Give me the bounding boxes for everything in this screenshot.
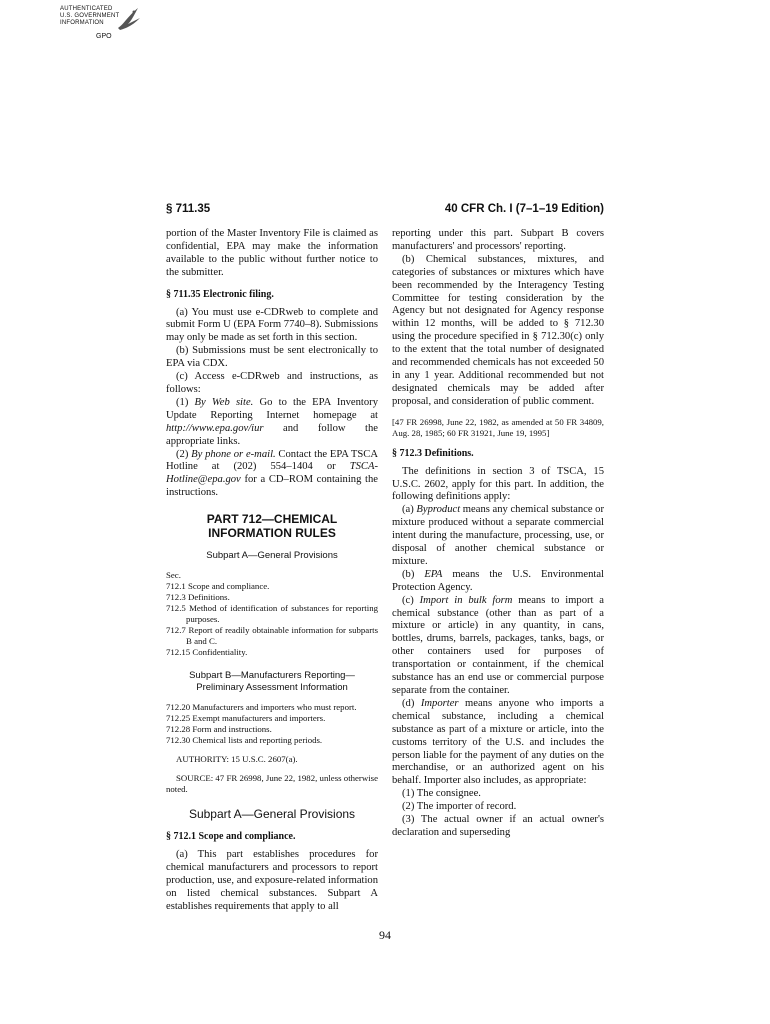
paragraph: (a) You must use e-CDRweb to complete and submit Form U (EPA Form 7740–8). Submissions may only be made as set forth in this section. bbox=[166, 306, 378, 344]
paragraph: (b) Submissions must be sent electronically to EPA via CDX. bbox=[166, 345, 378, 370]
section-heading: § 712.1 Scope and compliance. bbox=[166, 831, 296, 843]
logo-line: INFORMATION bbox=[60, 20, 104, 26]
email-link[interactable]: TSCA-Hotline@epa.gov bbox=[166, 461, 378, 486]
logo-line: AUTHENTICATED bbox=[60, 6, 113, 12]
paragraph: reporting under this part. Subpart B covers manufacturers' and processors' reporting. bbox=[392, 228, 604, 252]
definition-item: (1) The consignee. bbox=[402, 788, 481, 800]
toc-item: 712.1 Scope and compliance. bbox=[166, 581, 270, 592]
subpart-heading bbox=[166, 670, 378, 694]
toc-item: 712.5 Method of identification of substances for reporting purposes. bbox=[166, 603, 378, 625]
text-run: Go to the EPA Inventory Update Reporting Internet homepage at bbox=[166, 396, 379, 421]
eagle-icon bbox=[114, 6, 142, 36]
text-run: (d) bbox=[402, 697, 421, 709]
text-run: Contact the EPA TSCA Hotline at (202) 554–1404 or bbox=[166, 448, 378, 473]
paragraph: portion of the Master Inventory File is claimed as confidential, EPA may make the information available to the public without further notice to the submitter. bbox=[166, 228, 378, 278]
paragraph: (c) Access e-CDRweb and instructions, as follows: bbox=[166, 371, 378, 395]
paragraph bbox=[166, 449, 378, 501]
definition bbox=[392, 595, 604, 698]
text-run: (c) bbox=[402, 594, 420, 606]
defined-term: Byproduct bbox=[416, 504, 461, 516]
toc-item: 712.25 Exempt manufacturers and importers. bbox=[166, 713, 326, 724]
citation-note: [47 FR 26998, June 22, 1982, as amended at 50 FR 34809, Aug. 28, 1985; 60 FR 31921, June 19, 1995] bbox=[392, 416, 604, 438]
definition-item: (3) The actual owner if an actual owner's declaration and superseding bbox=[392, 814, 604, 838]
paragraph: The definitions in section 3 of TSCA, 15 U.S.C. 2602, apply for this part. In addition, the following definitions apply: bbox=[392, 465, 604, 503]
defined-term: EPA bbox=[424, 568, 443, 580]
toc-item: 712.15 Confidentiality. bbox=[166, 647, 248, 658]
text-run: for a CD–ROM containing the instructions. bbox=[166, 474, 378, 499]
toc-item: 712.7 Report of readily obtainable information for subparts B and C. bbox=[166, 625, 378, 647]
paragraph bbox=[166, 397, 378, 449]
url-link[interactable]: http://www.epa.gov/iur bbox=[166, 422, 264, 434]
toc-label: Sec. bbox=[166, 570, 181, 581]
left-column bbox=[166, 228, 378, 914]
paragraph: (b) Chemical substances, mixtures, and categories of substances or mixtures which have been recommended by the Interagency Testing Committee for testing consideration by the Agency but not designated for Agency response within 12 months, will be added to § 712.30 using the procedure specified in § 712.30(c) only to the extent that the total number of designated and recommended chemicals has not exceeded 50 in any 1 year. Additional recommended but not designated chemicals may be added after proposal, and consideration of public comment. bbox=[392, 253, 604, 407]
paragraph: (a) This part establishes procedures for chemical manufacturers and processors to report production, use, and exposure-related information on listed chemical substances. Subpart A establishes requirements that apply to all bbox=[166, 849, 378, 912]
toc-item: 712.28 Form and instructions. bbox=[166, 724, 272, 735]
text-run: means any chemical substance or mixture produced without a separate commercial intent during the manufacture, processing, use, or disposal of another chemical substance or mixture. bbox=[392, 504, 604, 567]
toc-item: 712.20 Manufacturers and importers who must report. bbox=[166, 702, 357, 713]
source-note: SOURCE: 47 FR 26998, June 22, 1982, unless otherwise noted. bbox=[166, 773, 378, 795]
table-of-contents-b bbox=[166, 702, 378, 746]
text-run: (1) bbox=[176, 396, 195, 408]
authority-note: AUTHORITY: 15 U.S.C. 2607(a). bbox=[176, 754, 298, 765]
subpart-heading-line: Preliminary Assessment Information bbox=[196, 682, 348, 694]
defined-term: Import in bulk form bbox=[419, 594, 513, 606]
section-heading: § 712.3 Definitions. bbox=[392, 447, 474, 459]
definition bbox=[392, 504, 604, 569]
definition bbox=[392, 569, 604, 595]
text-run: (b) bbox=[402, 568, 425, 580]
logo-line: U.S. GOVERNMENT bbox=[60, 13, 120, 19]
part-title bbox=[166, 512, 378, 540]
toc-item: 712.30 Chemical lists and reporting periods. bbox=[166, 735, 323, 746]
section-heading: § 711.35 Electronic filing. bbox=[166, 288, 274, 300]
subpart-heading-line: Subpart B—Manufacturers Reporting— bbox=[189, 670, 355, 682]
definition-item: (2) The importer of record. bbox=[402, 801, 517, 813]
logo-gpo-text: GPO bbox=[96, 33, 112, 40]
italic-term: By Web site. bbox=[194, 396, 254, 408]
text-run: (a) bbox=[402, 504, 417, 516]
toc-item: 712.3 Definitions. bbox=[166, 592, 230, 603]
defined-term: Importer bbox=[420, 697, 459, 709]
part-title-line: INFORMATION RULES bbox=[208, 526, 336, 541]
part-title-line: PART 712—CHEMICAL bbox=[206, 512, 338, 527]
running-header-title: 40 CFR Ch. I (7–1–19 Edition) bbox=[444, 203, 604, 215]
italic-term: By phone or e-mail. bbox=[191, 448, 276, 460]
text-run: means anyone who imports a chemical substance, including a chemical substance as part of a mixture or article, into the customs territory of the U.S. and includes the person liable for the payment of any duties on the merchandise, or an authorized agent on his behalf. Importer also includes, as appropriate: bbox=[392, 697, 604, 787]
table-of-contents-a bbox=[166, 570, 378, 658]
running-header-section: § 711.35 bbox=[166, 203, 211, 215]
logo-text bbox=[60, 6, 119, 27]
page-number: 94 bbox=[379, 928, 391, 942]
text-run: (2) bbox=[176, 448, 192, 460]
subpart-title: Subpart A—General Provisions bbox=[188, 807, 356, 822]
right-column bbox=[392, 228, 604, 840]
text-run: means the U.S. Environmental Protection Agency. bbox=[392, 568, 604, 593]
definition bbox=[392, 698, 604, 788]
subpart-heading: Subpart A—General Provisions bbox=[206, 550, 338, 562]
text-run: and follow the appropriate links. bbox=[166, 422, 378, 447]
text-run: means to import a chemical substance (other than as part of a mixture or article) in any quantity, in cans, bottles, drums, barrels, packages, tanks, bags, or other containers used for purposes of transportation or containment, if the chemical substance has an end use or commercial purpose separate from the container. bbox=[392, 594, 604, 696]
gpo-authentication-logo bbox=[60, 6, 150, 46]
